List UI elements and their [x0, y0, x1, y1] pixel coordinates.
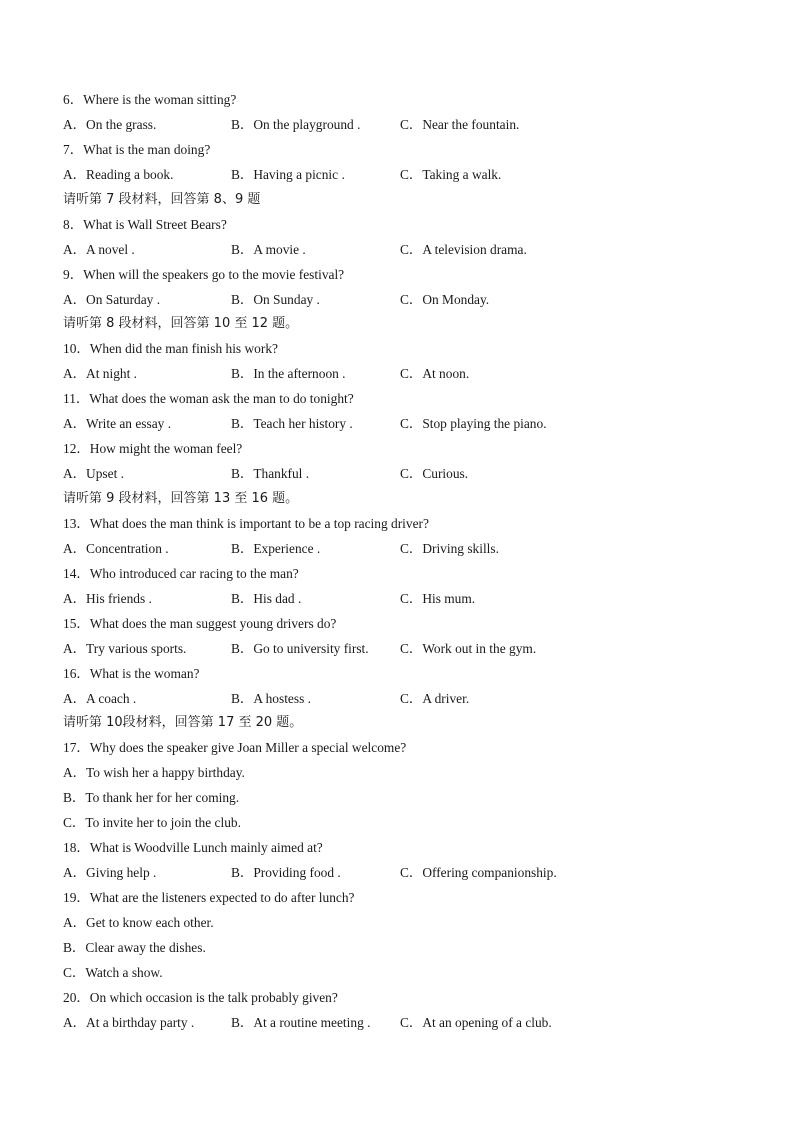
question-text: 10．When did the man finish his work? [63, 341, 278, 357]
question-text: 20．On which occasion is the talk probably given? [63, 989, 338, 1005]
option-b: B．In the afternoon . [231, 366, 346, 382]
question-text: 18．What is Woodville Lunch mainly aimed at? [63, 840, 323, 856]
option-b: B．Teach her history . [231, 416, 353, 432]
question-text: 9．When will the speakers go to the movie festival? [63, 266, 345, 282]
question-text: 19．What are the listeners expected to do after lunch? [63, 890, 355, 905]
option-c: C．Driving skills. [400, 540, 499, 556]
answer-options-row [63, 288, 743, 313]
option-b: B．At a routine meeting . [231, 1014, 371, 1030]
option-c: C．Taking a walk. [400, 166, 502, 182]
question-text: A．To wish her a happy birthday. [63, 765, 245, 781]
question-text: 15．What does the man suggest young drivers do? [63, 615, 337, 631]
question-text: 8．What is Wall Street Bears? [63, 216, 227, 232]
question-text: C．Watch a show. [63, 964, 163, 980]
answer-options-row [63, 537, 743, 562]
option-b: B．A movie . [231, 241, 306, 257]
option-a: A．A novel . [63, 241, 135, 257]
answer-options-row [63, 637, 743, 662]
option-b: B．On the playground . [231, 116, 361, 132]
option-c: C．Stop playing the piano. [400, 416, 547, 432]
question-text: 7．What is the man doing? [63, 141, 211, 157]
option-b: B．His dad . [231, 590, 302, 606]
section-instruction: 请听第 7 段材料，回答第 8、9 题 [63, 191, 261, 207]
option-a: A．At a birthday party . [63, 1014, 195, 1030]
option-c: C．His mum. [400, 590, 476, 606]
answer-options-row [63, 587, 743, 612]
option-a: A．On the grass. [63, 116, 157, 132]
option-c: C．On Monday. [400, 291, 490, 307]
question-text: 16．What is the woman? [63, 665, 200, 681]
question-text: 11．What does the woman ask the man to do tonight? [63, 391, 354, 407]
answer-options-row [63, 412, 743, 437]
question-text: 6．Where is the woman sitting? [63, 92, 237, 107]
option-c: C．A driver. [400, 690, 470, 706]
option-a: A．Concentration . [63, 540, 169, 556]
question-text: A．Get to know each other. [63, 914, 214, 930]
question-text: 13．What does the man think is important to be a top racing driver? [63, 515, 429, 531]
question-text: C．To invite her to join the club. [63, 815, 241, 831]
option-a: A．On Saturday . [63, 291, 161, 307]
section-instruction: 请听第 10段材料，回答第 17 至 20 题。 [63, 715, 303, 731]
question-text: B．To thank her for her coming. [63, 790, 240, 806]
question-text: B．Clear away the dishes. [63, 939, 206, 955]
option-c: C．Offering companionship. [400, 865, 557, 881]
answer-options-row [63, 462, 743, 487]
question-text: 14．Who introduced car racing to the man? [63, 565, 299, 581]
answer-options-row [63, 163, 743, 188]
answer-options-row [63, 687, 743, 712]
option-b: B．Experience . [231, 540, 321, 556]
option-a: A．A coach . [63, 690, 137, 706]
option-c: C．Work out in the gym. [400, 640, 537, 656]
option-a: A．Try various sports. [63, 640, 187, 656]
option-a: A．At night . [63, 366, 138, 382]
option-a: A．Reading a book. [63, 166, 174, 182]
option-b: B．Providing food . [231, 865, 341, 881]
option-c: C．At noon. [400, 366, 470, 382]
option-a: A．Giving help . [63, 865, 157, 881]
answer-options-row [63, 861, 743, 886]
option-b: B．Having a picnic . [231, 166, 345, 182]
option-b: B．A hostess . [231, 690, 311, 706]
option-a: A．Write an essay . [63, 416, 172, 432]
option-b: B．Go to university first. [231, 640, 369, 656]
answer-options-row [63, 362, 743, 387]
answer-options-row [63, 113, 743, 138]
option-c: C．Curious. [400, 466, 469, 482]
question-text: 17．Why does the speaker give Joan Miller a special welcome? [63, 740, 407, 756]
exam-page [63, 88, 743, 1036]
section-instruction: 请听第 8 段材料，回答第 10 至 12 题。 [63, 316, 299, 332]
option-b: B．On Sunday . [231, 291, 320, 307]
option-c: C．Near the fountain. [400, 116, 520, 132]
answer-options-row [63, 238, 743, 263]
option-a: A．His friends . [63, 590, 152, 606]
question-text: 12．How might the woman feel? [63, 441, 243, 457]
option-b: B．Thankful . [231, 466, 310, 482]
answer-options-row [63, 1011, 743, 1036]
option-a: A．Upset . [63, 466, 124, 482]
option-c: C．A television drama. [400, 241, 527, 257]
section-instruction: 请听第 9 段材料，回答第 13 至 16 题。 [63, 491, 299, 506]
option-c: C．At an opening of a club. [400, 1014, 552, 1030]
